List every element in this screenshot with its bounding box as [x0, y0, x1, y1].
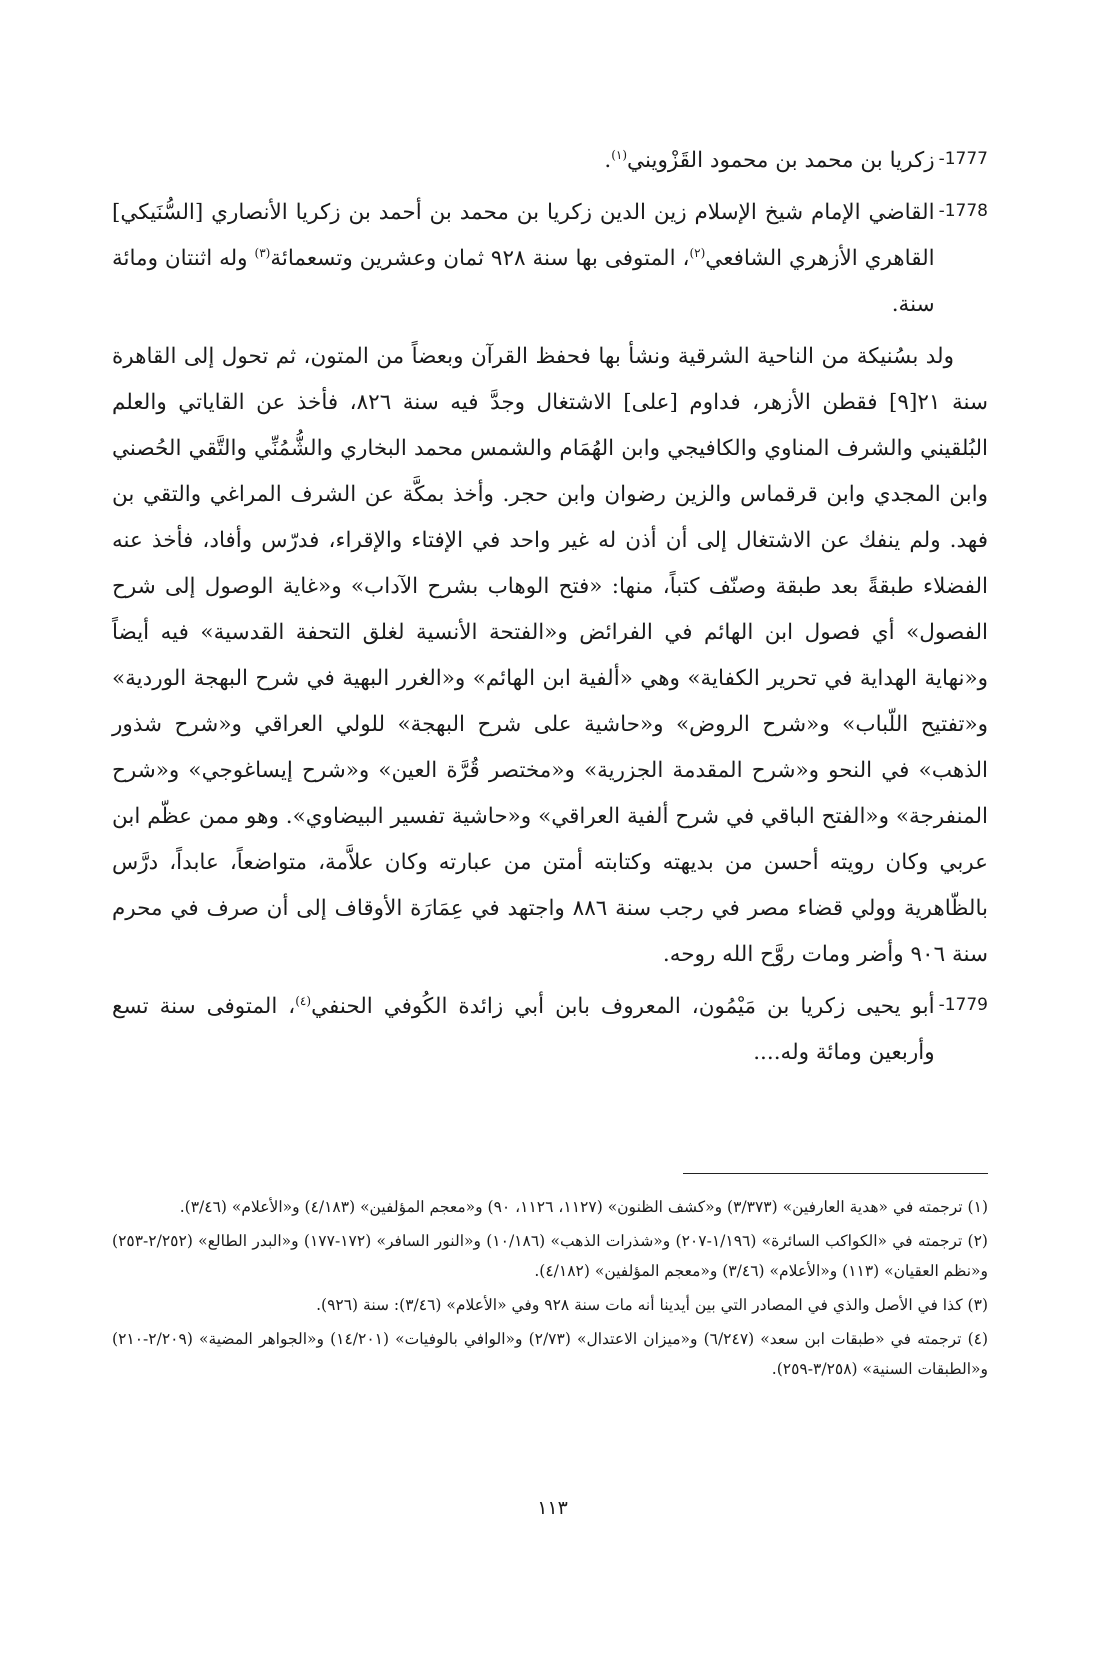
footnote-ref: (٣)	[254, 245, 271, 260]
page-number: ١١٣	[537, 1497, 568, 1519]
entry-text-end: وله اثنتان ومائة سنة.	[112, 246, 935, 317]
entry-number: -1777	[938, 149, 988, 169]
entry-text-end: .	[604, 148, 612, 173]
entry-text-end: ، المتوفى سنة تسع وأربعين ومائة وله....	[112, 994, 935, 1065]
entry-name: زكريا بن محمد بن محمود القَزْويني	[627, 148, 935, 173]
entry-1779	[112, 984, 988, 1076]
entry-name: القاضي الإمام شيخ الإسلام زين الدين زكريا بن محمد بن أحمد بن زكريا الأنصاري [السُّنَيكي] القاهري الأزهري الشافعي	[112, 200, 935, 271]
entry-text	[112, 138, 935, 184]
entry-text	[112, 190, 935, 328]
main-text	[112, 128, 988, 1082]
footnote-ref: (١)	[611, 147, 628, 162]
entry-number: -1779	[938, 995, 988, 1015]
footnote-1: (١) ترجمته في «هدية العارفين» (٣/٣٧٣) و«كشف الظنون» (١١٢٧، ١١٢٦، ٩٠) و«معجم المؤلفين» (٤/١٨٣) و«الأعلام» (٣/٤٦).	[179, 1198, 988, 1216]
entry-number: -1778	[938, 201, 988, 221]
entry-text	[112, 984, 935, 1076]
footnote-3: (٣) كذا في الأصل والذي في المصادر التي بين أيدينا أنه مات سنة ٩٢٨ وفي «الأعلام» (٣/٤٦): سنة (٩٢٦).	[316, 1296, 988, 1314]
entry-1778	[112, 190, 988, 328]
footnote-ref: (٤)	[295, 993, 312, 1008]
entry-name: أبو يحيى زكريا بن مَيْمُون، المعروف بابن أبي زائدة الكُوفي الحنفي	[311, 994, 935, 1019]
entry-text-mid: ، المتوفى بها سنة ٩٢٨ ثمان وعشرين وتسعمائة	[270, 246, 690, 271]
footnote-4: (٤) ترجمته في «طبقات ابن سعد» (٦/٢٤٧) و«ميزان الاعتدال» (٢/٧٣) و«الوافي بالوفيات» (١٤/٢٠١) و«الجواهر المضية» (٢/٢٠٩-٢١٠) و«الطبقات السنية» (٣/٢٥٨-٢٥٩).	[112, 1330, 989, 1378]
entry-1777	[112, 138, 988, 184]
footnote-separator	[683, 1173, 988, 1174]
biography-paragraph: ولد بسُنيكة من الناحية الشرقية ونشأ بها فحفظ القرآن وبعضاً من المتون، ثم تحول إلى القاهرة سنة ٢١[٩] فقطن الأزهر، فداوم [على] الاشتغال وجدَّ فيه سنة ٨٢٦، فأخذ عن القاياتي والعلم البُلقيني والشرف المناوي والكافيجي وابن الهُمَام والشمس محمد البخاري والشُّمُنِّي والتَّقي الحُصني وابن المجدي وابن قرقماس والزين رضوان وابن حجر. وأخذ بمكَّة عن الشرف المراغي والتقي بن فهد. ولم ينفك عن الاشتغال إلى أن أذن له غير واحد في الإفتاء والإقراء، فدرّس وأفاد، فأخذ عنه الفضلاء طبقةً بعد طبقة وصنّف كتباً، منها: «فتح الوهاب بشرح الآداب» و«غاية الوصول إلى شرح الفصول» أي فصول ابن الهائم في الفرائض و«الفتحة الأنسية لغلق التحفة القدسية» فيه أيضاً و«نهاية الهداية في تحرير الكفاية» وهي «ألفية ابن الهائم» و«الغرر البهية في شرح البهجة الوردية» و«تفتيح اللّباب» و«شرح الروض» و«حاشية على شرح البهجة» للولي العراقي و«شرح شذور الذهب» في النحو و«شرح المقدمة الجزرية» و«مختصر قُرَّة العين» و«شرح إيساغوجي» و«شرح المنفرجة» و«الفتح الباقي في شرح ألفية العراقي» و«حاشية تفسير البيضاوي». وهو ممن عظّم ابن عربي وكان رويته أحسن من بديهته وكتابته أمتن من عبارته وكان علاَّمة، متواضعاً، عابداً، درَّس بالظّاهرية وولي قضاء مصر في رجب سنة ٨٨٦ واجتهد في عِمَارَة الأوقاف إلى أن صرف في محرم سنة ٩٠٦ وأضر ومات روَّح الله روحه.	[112, 344, 988, 967]
footnote-2: (٢) ترجمته في «الكواكب السائرة» (١/١٩٦-٢٠٧) و«شذرات الذهب» (١٠/١٨٦) و«النور السافر» (١٧٢-١٧٧) و«البدر الطالع» (٢/٢٥٢-٢٥٣) و«نظم العقيان» (١١٣) و«الأعلام» (٣/٤٦) و«معجم المؤلفين» (٤/١٨٢).	[112, 1232, 988, 1280]
footnote-ref: (٢)	[689, 245, 706, 260]
footnotes	[112, 1192, 988, 1388]
